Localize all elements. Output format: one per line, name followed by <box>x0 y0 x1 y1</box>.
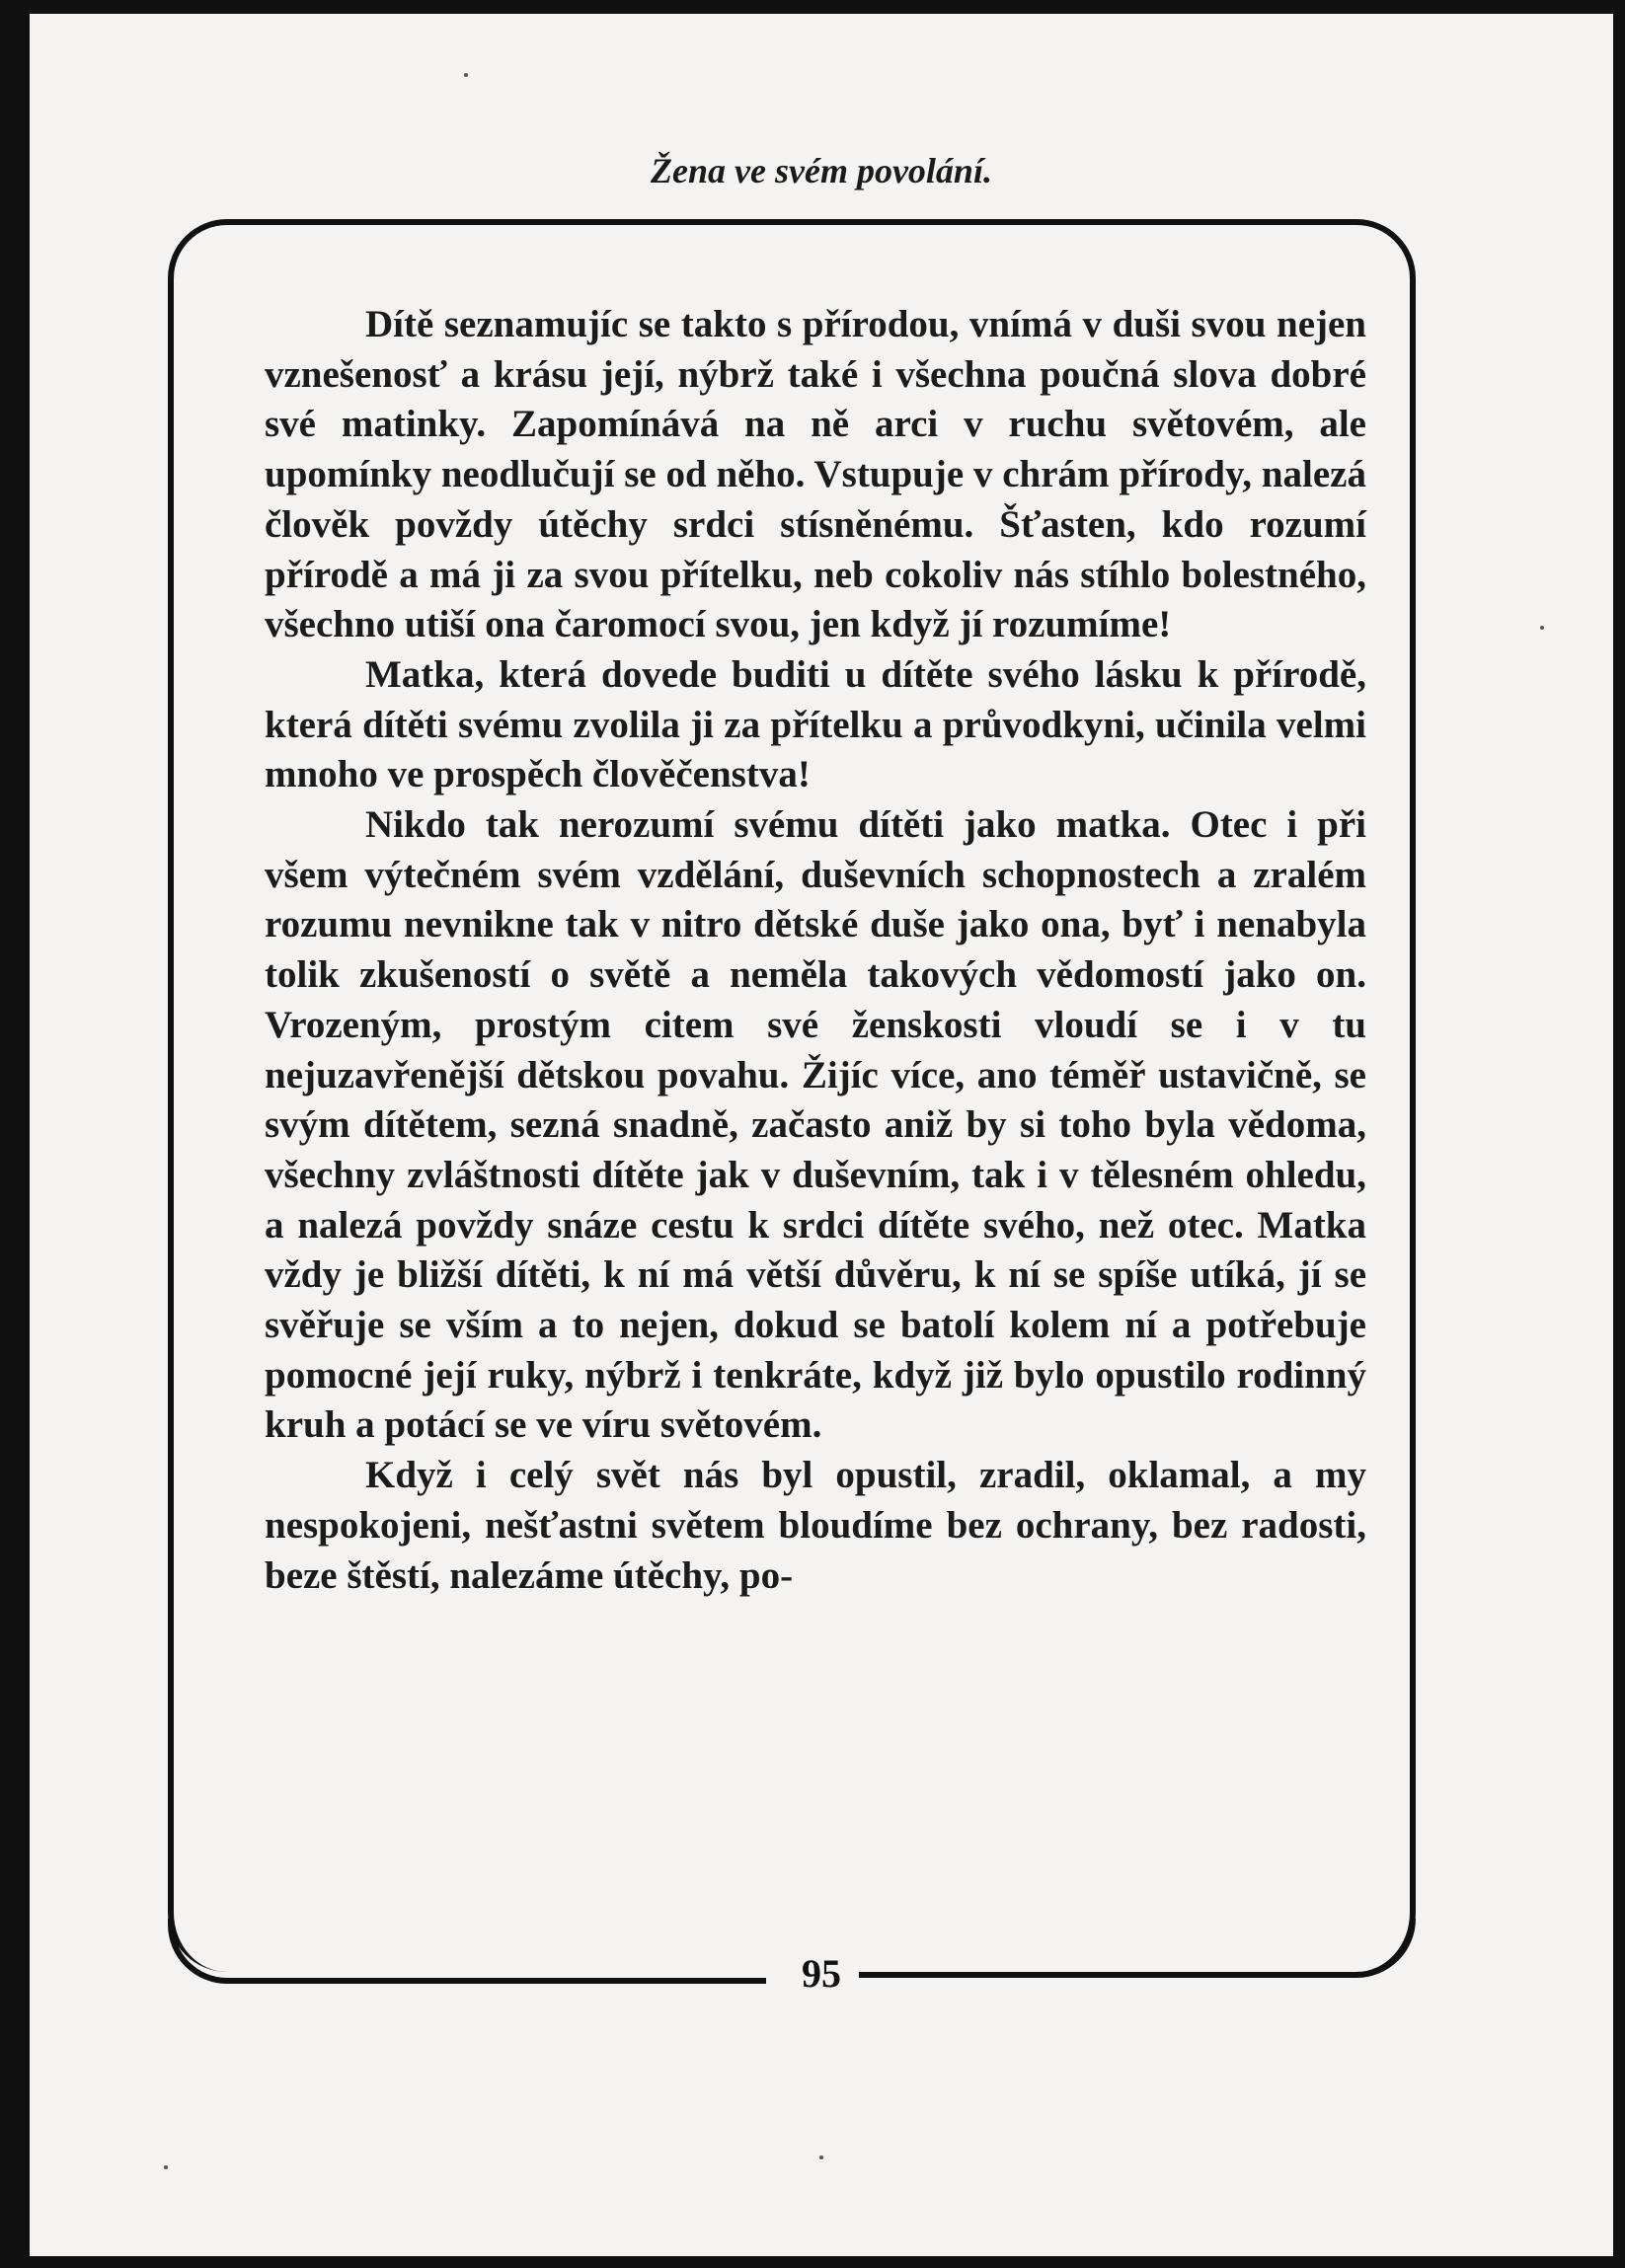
paper-speck <box>464 73 468 77</box>
paragraph: Když i celý svět nás byl opustil, zradil, oklamal, a my nespokojeni, nešťastni světem bloudíme bez ochrany, bez radosti, beze štěstí, nalezáme útěchy, po- <box>265 1454 1366 1597</box>
body-text <box>265 300 1366 1601</box>
page-number-label: 95 <box>786 1951 857 1996</box>
running-header: Žena ve svém povolání. <box>651 151 992 190</box>
paper-speck <box>1540 626 1544 630</box>
paragraph: Matka, která dovede buditi u dítěte svého lásku k přírodě, která dítěti svému zvolila ji za přítelku a průvodkyni, učinila velmi mnoho ve prospěch člověčenstva! <box>265 652 1366 796</box>
page-number <box>30 1950 1613 1997</box>
paragraph: Nikdo tak nerozumí svému dítěti jako matka. Otec i při všem výtečném svém vzdělání, duševních schopnostech a zralém rozumu nevnikne tak v nitro dětské duše jako ona, byť i nenabyla tolik zkušeností o světě a neměla takových vědomostí jako on. Vrozeným, prostým citem své ženskosti vloudí se i v tu nejuzavřenější dětskou povahu. Žijíc více, ano téměř ustavičně, se svým dítětem, sezná snadně, začasto aniž by si toho byla vědoma, všechny zvláštnosti dítěte jak v duševním, tak i v tělesném ohledu, a nalezá povždy snáze cestu k srdci dítěte svého, než otec. Matka vždy je bližší dítěti, k ní má větší důvěru, k ní se spíše utíká, jí se svěřuje se vším a to nejen, dokud se batolí kolem ní a potřebuje pomocné její ruky, nýbrž i tenkráte, když již bylo opustilo rodinný kruh a potácí se ve víru světovém. <box>265 803 1366 1447</box>
book-page <box>30 14 1613 2256</box>
paper-speck <box>164 2165 168 2169</box>
paragraph: Dítě seznamujíc se takto s přírodou, vnímá v duši svou nejen vznešenosť a krásu její, nýbrž také i všechna poučná slova dobré své matinky. Zapomínává na ně arci v ruchu světovém, ale upomínky neodlučují se od něho. Vstupuje v chrám přírody, nalezá člověk povždy útěchy srdci stísněnému. Šťasten, kdo rozumí přírodě a má ji za svou přítelku, neb cokoliv nás stíhlo bolestného, všechno utiší ona čaromocí svou, jen když jí rozumíme! <box>265 303 1366 646</box>
paper-speck <box>819 2155 823 2159</box>
